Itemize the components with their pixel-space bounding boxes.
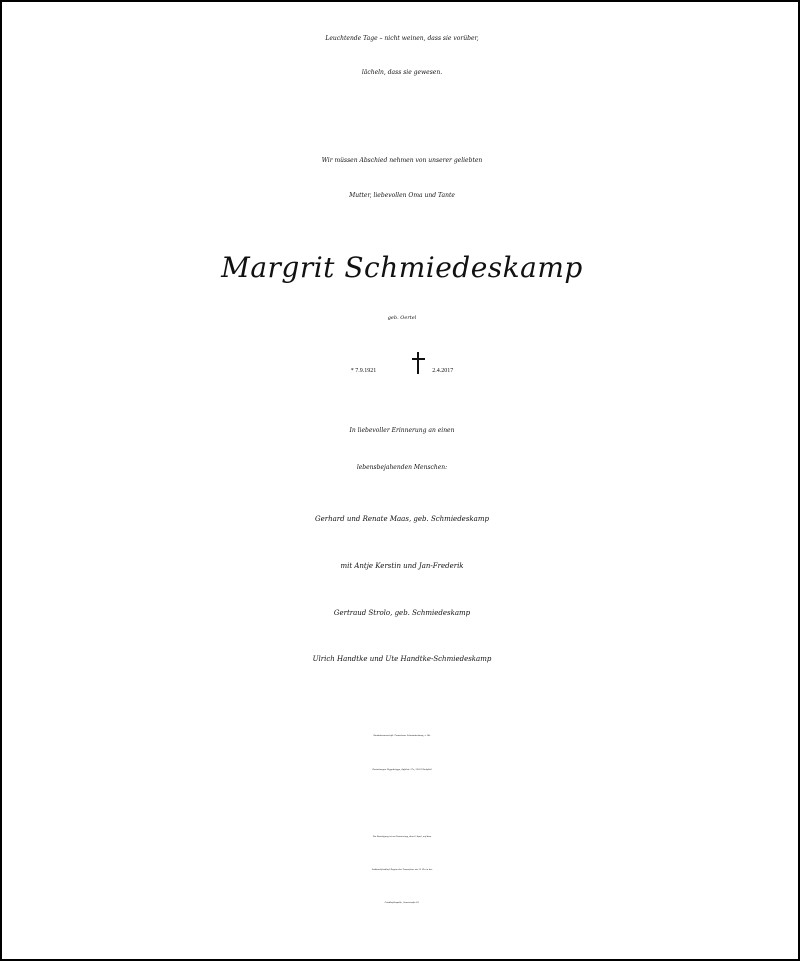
motto-line-1: Leuchtende Tage – nicht weinen, dass sie vorüber, <box>325 35 479 42</box>
funeral-line-1: Die Beerdigung ist am Donnerstag, dem 6. April, auf dem <box>372 836 432 838</box>
death-date: 2.4.2017 <box>432 368 454 374</box>
cross-icon <box>412 352 426 374</box>
remembrance-line-2: lebensbejahenden Menschen: <box>356 464 448 471</box>
condolence-line-2: Bestattungen Niggebrügge, Apfelstr. 27a, 33613 Bielefeld <box>372 769 432 771</box>
mourner-line: mit Antje Kerstin und Jan-Frederik <box>340 562 464 570</box>
birth-date: * 7.9.1921 <box>350 368 377 374</box>
mourner-line: Gertraud Strolo, geb. Schmiedeskamp <box>333 609 471 617</box>
funeral-line-2: Sudbrackfriedhof. Beginn der Trauerfeier um 13 Uhr in der <box>371 869 433 871</box>
maiden-name: geb. Oertel <box>387 315 417 321</box>
funeral-line-3: Friedhofskapelle, Gunststraße 63. <box>384 902 420 904</box>
condolence-line-1: Kondolenzanschrift: Trauerhaus Schmiedeskamp, z. Hd. <box>373 735 431 737</box>
life-dates <box>2 352 800 374</box>
mourner-line: Gerhard und Renate Maas, geb. Schmiedeskamp <box>315 515 489 523</box>
deceased-name: Margrit Schmiedeskamp <box>221 251 583 284</box>
motto-line-2: lächeln, dass sie gewesen. <box>361 69 443 76</box>
intro-line-2: Mutter, liebevollen Oma und Tante <box>349 192 455 199</box>
mourner-line: Ulrich Handtke und Ute Handtke-Schmiedeskamp <box>312 655 492 663</box>
remembrance-line-1: In liebevoller Erinnerung an einen <box>349 427 455 434</box>
intro-line-1: Wir müssen Abschied nehmen von unserer geliebten <box>321 157 483 164</box>
